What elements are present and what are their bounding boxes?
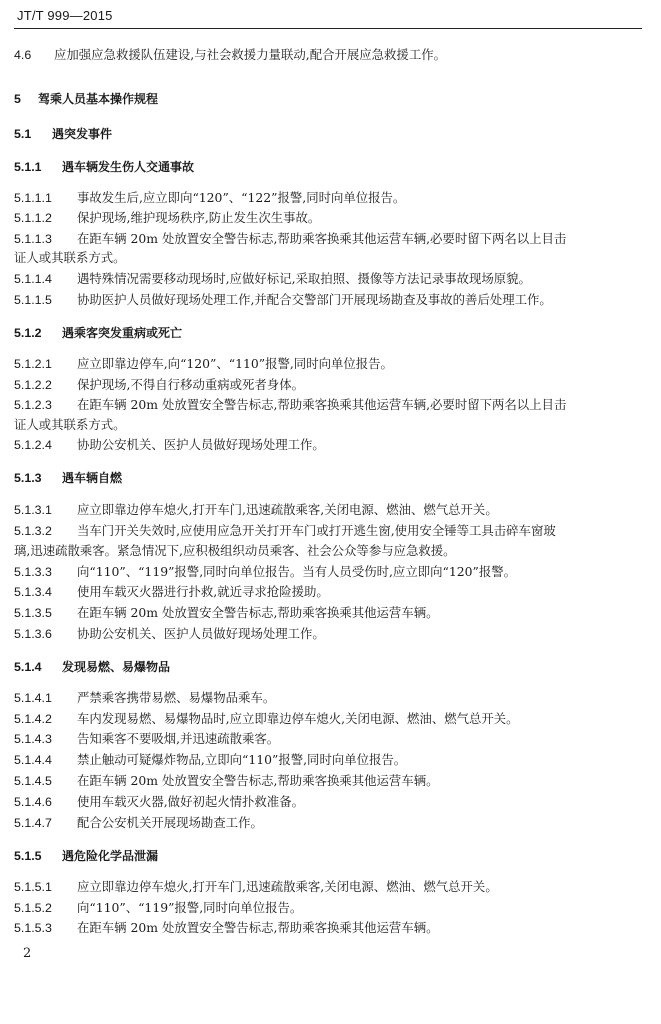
clause-5-1-4-1 (14, 690, 644, 706)
clause-5-1-3-4 (14, 584, 644, 600)
clause-5-1-1-4 (14, 271, 644, 287)
clause-number: 5.1.1.2 (14, 211, 52, 225)
clause-5-1-5-1 (14, 879, 644, 895)
clause-number: 5.1.4.1 (14, 691, 52, 705)
clause-5-1-2-3 (14, 397, 644, 413)
clause-number: 5.1.5.2 (14, 901, 52, 915)
clause-number: 5.1.3.3 (14, 565, 52, 579)
clause-number: 5.1.3.6 (14, 627, 52, 641)
page-number: 2 (23, 946, 32, 961)
clause-text: 禁止触动可疑爆炸物品,立即向“110”报警,同时向单位报告。 (77, 752, 407, 767)
clause-5-1-4-6 (14, 794, 644, 810)
clause-text: 使用车载灭火器进行扑救,就近寻求抢险援助。 (77, 584, 329, 599)
clause-5-1-2-4 (14, 437, 644, 453)
clause-number: 5.1.4.7 (14, 816, 52, 830)
clause-5-1-3-1 (14, 502, 644, 518)
section-number: 5.1.2 (14, 326, 42, 340)
clause-text: 应立即靠边停车,向“120”、“110”报警,同时向单位报告。 (77, 356, 393, 371)
section-title: 遇乘客突发重病或死亡 (62, 326, 183, 340)
clause-5-1-3-2 (14, 523, 644, 539)
header-divider (14, 28, 642, 29)
clause-text: 配合公安机关开展现场勘查工作。 (77, 815, 263, 830)
clause-number: 5.1.2.4 (14, 438, 52, 452)
clause-text: 在距车辆 20m 处放置安全警告标志,帮助乘客换乘其他运营车辆,必要时留下两名以上目击 (77, 231, 567, 246)
clause-number: 5.1.1.3 (14, 232, 52, 246)
clause-number: 5.1.4.6 (14, 795, 52, 809)
clause-text: 事故发生后,应立即向“120”、“122”报警,同时向单位报告。 (77, 190, 406, 205)
section-5-1-1-heading (14, 159, 644, 175)
section-5-1-2-heading (14, 325, 644, 341)
clause-text: 在距车辆 20m 处放置安全警告标志,帮助乘客换乘其他运营车辆。 (77, 773, 439, 788)
clause-5-1-1-1 (14, 190, 644, 206)
section-title: 遇危险化学品泄漏 (62, 849, 159, 863)
section-number: 5.1.1 (14, 160, 42, 174)
clause-number: 5.1.4.5 (14, 774, 52, 788)
clause-number: 5.1.3.1 (14, 503, 52, 517)
clause-text: 在距车辆 20m 处放置安全警告标志,帮助乘客换乘其他运营车辆。 (77, 920, 439, 935)
section-number: 5.1.5 (14, 849, 42, 863)
clause-5-1-1-5 (14, 292, 644, 308)
clause-number: 4.6 (14, 48, 32, 62)
clause-text: 在距车辆 20m 处放置安全警告标志,帮助乘客换乘其他运营车辆,必要时留下两名以上目击 (77, 397, 567, 412)
clause-text: 协助公安机关、医护人员做好现场处理工作。 (77, 626, 325, 641)
clause-text: 使用车载灭火器,做好初起火情扑救准备。 (77, 794, 304, 809)
clause-text: 应加强应急救援队伍建设,与社会救援力量联动,配合开展应急救援工作。 (54, 47, 446, 62)
clause-text: 协助医护人员做好现场处理工作,并配合交警部门开展现场勘查及事故的善后处理工作。 (77, 292, 552, 307)
section-5-1-heading (14, 126, 644, 142)
clause-5-1-4-4 (14, 752, 644, 768)
clause-number: 5.1.3.4 (14, 585, 52, 599)
clause-5-1-2-2 (14, 377, 644, 393)
clause-text: 保护现场,不得自行移动重病或死者身体。 (77, 377, 304, 392)
clause-4-6 (14, 47, 644, 63)
clause-number: 5.1.5.3 (14, 921, 52, 935)
section-5-1-3-heading (14, 470, 644, 486)
clause-number: 5.1.2.2 (14, 378, 52, 392)
clause-text: 向“110”、“119”报警,同时向单位报告。 (77, 900, 303, 915)
clause-5-1-1-3-continued: 证人或其联系方式。 (14, 250, 126, 265)
clause-text: 在距车辆 20m 处放置安全警告标志,帮助乘客换乘其他运营车辆。 (77, 605, 439, 620)
clause-5-1-3-3 (14, 564, 644, 580)
clause-number: 5.1.3.2 (14, 524, 52, 538)
clause-5-1-3-6 (14, 626, 644, 642)
clause-5-1-2-1 (14, 356, 644, 372)
section-title: 发现易燃、易爆物品 (62, 660, 171, 674)
clause-text: 向“110”、“119”报警,同时向单位报告。当有人员受伤时,应立即向“120”报警。 (77, 564, 516, 579)
clause-5-1-4-7 (14, 815, 644, 831)
clause-text: 保护现场,维护现场秩序,防止发生次生事故。 (77, 210, 321, 225)
section-5-1-5-heading (14, 848, 644, 864)
section-number: 5.1.4 (14, 660, 42, 674)
clause-text: 车内发现易燃、易爆物品时,应立即靠边停车熄火,关闭电源、燃油、燃气总开关。 (77, 711, 519, 726)
section-number: 5.1.3 (14, 471, 42, 485)
clause-number: 5.1.1.1 (14, 191, 52, 205)
clause-text: 协助公安机关、医护人员做好现场处理工作。 (77, 437, 325, 452)
clause-text: 告知乘客不要吸烟,并迅速疏散乘客。 (77, 731, 280, 746)
section-title: 遇突发事件 (52, 127, 113, 141)
section-5-1-4-heading (14, 659, 644, 675)
clause-number: 5.1.4.2 (14, 712, 52, 726)
clause-5-1-5-3 (14, 920, 644, 936)
clause-number: 5.1.2.3 (14, 398, 52, 412)
clause-number: 5.1.2.1 (14, 357, 52, 371)
clause-text: 严禁乘客携带易燃、易爆物品乘车。 (77, 690, 276, 705)
clause-number: 5.1.4.3 (14, 732, 52, 746)
section-number: 5 (14, 92, 21, 106)
clause-text: 当车门开关失效时,应使用应急开关打开车门或打开逃生窗,使用安全锤等工具击碎车窗玻 (77, 523, 556, 538)
clause-5-1-3-5 (14, 605, 644, 621)
clause-number: 5.1.4.4 (14, 753, 52, 767)
clause-5-1-4-2 (14, 711, 644, 727)
section-title: 遇车辆发生伤人交通事故 (62, 160, 195, 174)
clause-5-1-1-3 (14, 231, 644, 247)
clause-5-1-2-3-continued: 证人或其联系方式。 (14, 417, 126, 432)
clause-5-1-1-2 (14, 210, 644, 226)
clause-text: 应立即靠边停车熄火,打开车门,迅速疏散乘客,关闭电源、燃油、燃气总开关。 (77, 502, 498, 517)
section-number: 5.1 (14, 127, 32, 141)
section-title: 遇车辆自燃 (62, 471, 123, 485)
clause-number: 5.1.1.4 (14, 272, 52, 286)
standard-code-header: JT/T 999—2015 (17, 8, 113, 23)
clause-5-1-4-5 (14, 773, 644, 789)
clause-number: 5.1.1.5 (14, 293, 52, 307)
section-5-heading (14, 91, 644, 107)
section-title: 驾乘人员基本操作规程 (38, 92, 159, 106)
clause-5-1-3-2-continued: 璃,迅速疏散乘客。紧急情况下,应积极组织动员乘客、社会公众等参与应急救援。 (14, 543, 456, 558)
clause-number: 5.1.5.1 (14, 880, 52, 894)
clause-number: 5.1.3.5 (14, 606, 52, 620)
clause-text: 应立即靠边停车熄火,打开车门,迅速疏散乘客,关闭电源、燃油、燃气总开关。 (77, 879, 498, 894)
clause-5-1-5-2 (14, 900, 644, 916)
clause-5-1-4-3 (14, 731, 644, 747)
clause-text: 遇特殊情况需要移动现场时,应做好标记,采取拍照、摄像等方法记录事故现场原貌。 (77, 271, 531, 286)
